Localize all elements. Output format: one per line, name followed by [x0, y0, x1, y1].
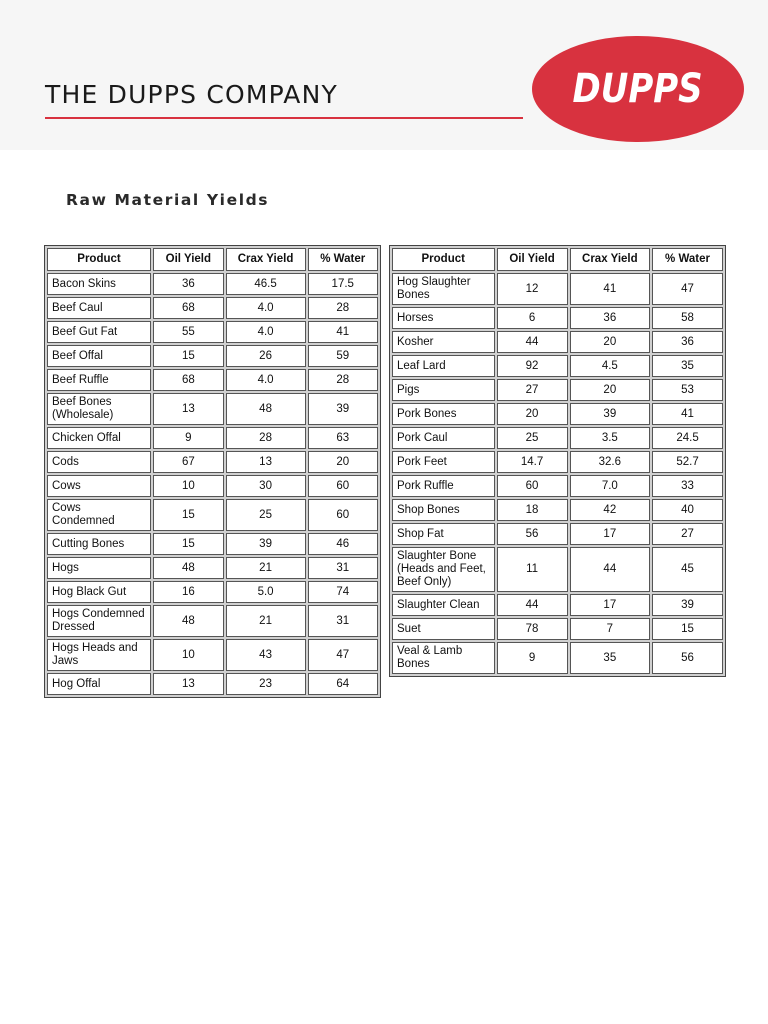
table-row — [392, 523, 723, 545]
section-title: Raw Material Yields — [66, 191, 270, 209]
cell-water: 39 — [308, 393, 379, 425]
cell-crax-yield: 35 — [570, 642, 650, 674]
table-row — [392, 594, 723, 616]
cell-product: Beef Ruffle — [47, 369, 151, 391]
cell-oil-yield: 9 — [153, 427, 224, 449]
cell-oil-yield: 48 — [153, 605, 224, 637]
cell-product: Suet — [392, 618, 495, 640]
table-row — [47, 499, 378, 531]
cell-oil-yield: 15 — [153, 499, 224, 531]
cell-product: Pork Bones — [392, 403, 495, 425]
cell-water: 31 — [308, 605, 379, 637]
cell-oil-yield: 20 — [497, 403, 568, 425]
cell-product: Beef Offal — [47, 345, 151, 367]
cell-water: 47 — [308, 639, 379, 671]
cell-product: Shop Fat — [392, 523, 495, 545]
cell-crax-yield: 28 — [226, 427, 306, 449]
cell-crax-yield: 42 — [570, 499, 650, 521]
cell-water: 60 — [308, 499, 379, 531]
cell-crax-yield: 21 — [226, 605, 306, 637]
cell-crax-yield: 41 — [570, 273, 650, 305]
cell-water: 53 — [652, 379, 723, 401]
table-row — [47, 557, 378, 579]
cell-product: Hogs — [47, 557, 151, 579]
cell-crax-yield: 39 — [570, 403, 650, 425]
cell-water: 56 — [652, 642, 723, 674]
column-header-oil-yield: Oil Yield — [497, 248, 568, 271]
table-row — [392, 499, 723, 521]
cell-water: 27 — [652, 523, 723, 545]
table-row — [47, 273, 378, 295]
cell-product: Slaughter Bone (Heads and Feet, Beef Only) — [392, 547, 495, 592]
cell-product: Bacon Skins — [47, 273, 151, 295]
cell-water: 60 — [308, 475, 379, 497]
cell-water: 47 — [652, 273, 723, 305]
column-header-crax-yield: Crax Yield — [570, 248, 650, 271]
cell-product: Cows — [47, 475, 151, 497]
company-name: THE DUPPS COMPANY — [45, 80, 338, 109]
cell-product: Shop Bones — [392, 499, 495, 521]
cell-oil-yield: 27 — [497, 379, 568, 401]
cell-product: Hog Black Gut — [47, 581, 151, 603]
table-row — [392, 331, 723, 353]
column-header-crax-yield: Crax Yield — [226, 248, 306, 271]
column-header-water: % Water — [308, 248, 379, 271]
logo-text: DUPPS — [572, 66, 704, 112]
cell-product: Chicken Offal — [47, 427, 151, 449]
table-row — [47, 475, 378, 497]
cell-crax-yield: 43 — [226, 639, 306, 671]
table-row — [47, 427, 378, 449]
yields-table-right — [389, 245, 726, 677]
cell-oil-yield: 44 — [497, 594, 568, 616]
cell-water: 63 — [308, 427, 379, 449]
cell-water: 35 — [652, 355, 723, 377]
cell-oil-yield: 56 — [497, 523, 568, 545]
cell-water: 41 — [308, 321, 379, 343]
table-row — [47, 345, 378, 367]
table-row — [47, 581, 378, 603]
cell-crax-yield: 5.0 — [226, 581, 306, 603]
table-row — [47, 639, 378, 671]
cell-water: 40 — [652, 499, 723, 521]
table-row — [392, 379, 723, 401]
cell-product: Hogs Condemned Dressed — [47, 605, 151, 637]
cell-oil-yield: 14.7 — [497, 451, 568, 473]
cell-water: 45 — [652, 547, 723, 592]
table-row — [47, 533, 378, 555]
cell-product: Cods — [47, 451, 151, 473]
table-row — [47, 321, 378, 343]
cell-oil-yield: 11 — [497, 547, 568, 592]
cell-oil-yield: 36 — [153, 273, 224, 295]
table-row — [47, 369, 378, 391]
cell-product: Leaf Lard — [392, 355, 495, 377]
cell-product: Pigs — [392, 379, 495, 401]
cell-crax-yield: 44 — [570, 547, 650, 592]
cell-crax-yield: 17 — [570, 523, 650, 545]
cell-water: 28 — [308, 369, 379, 391]
cell-crax-yield: 4.5 — [570, 355, 650, 377]
cell-product: Beef Bones (Wholesale) — [47, 393, 151, 425]
cell-crax-yield: 48 — [226, 393, 306, 425]
table-row — [392, 451, 723, 473]
cell-water: 59 — [308, 345, 379, 367]
table-header-row — [47, 248, 378, 271]
column-header-product: Product — [47, 248, 151, 271]
cell-crax-yield: 7.0 — [570, 475, 650, 497]
cell-oil-yield: 15 — [153, 533, 224, 555]
cell-oil-yield: 60 — [497, 475, 568, 497]
table-row — [47, 393, 378, 425]
table-row — [392, 547, 723, 592]
table-row — [47, 297, 378, 319]
cell-water: 24.5 — [652, 427, 723, 449]
yields-table-left — [44, 245, 381, 698]
table-row — [392, 403, 723, 425]
cell-crax-yield: 4.0 — [226, 369, 306, 391]
cell-water: 58 — [652, 307, 723, 329]
cell-water: 39 — [652, 594, 723, 616]
cell-oil-yield: 6 — [497, 307, 568, 329]
cell-water: 74 — [308, 581, 379, 603]
table-row — [392, 618, 723, 640]
cell-crax-yield: 39 — [226, 533, 306, 555]
cell-oil-yield: 12 — [497, 273, 568, 305]
table-row — [392, 642, 723, 674]
cell-oil-yield: 13 — [153, 673, 224, 695]
cell-product: Slaughter Clean — [392, 594, 495, 616]
cell-oil-yield: 13 — [153, 393, 224, 425]
column-header-oil-yield: Oil Yield — [153, 248, 224, 271]
column-header-product: Product — [392, 248, 495, 271]
cell-product: Pork Caul — [392, 427, 495, 449]
cell-crax-yield: 20 — [570, 331, 650, 353]
cell-oil-yield: 18 — [497, 499, 568, 521]
cell-water: 52.7 — [652, 451, 723, 473]
table-row — [47, 605, 378, 637]
cell-product: Hog Slaughter Bones — [392, 273, 495, 305]
cell-water: 46 — [308, 533, 379, 555]
cell-crax-yield: 36 — [570, 307, 650, 329]
dupps-logo — [532, 36, 744, 142]
table-row — [47, 451, 378, 473]
cell-oil-yield: 48 — [153, 557, 224, 579]
table-row — [392, 427, 723, 449]
column-header-water: % Water — [652, 248, 723, 271]
cell-oil-yield: 9 — [497, 642, 568, 674]
cell-water: 17.5 — [308, 273, 379, 295]
cell-oil-yield: 67 — [153, 451, 224, 473]
cell-product: Cows Condemned — [47, 499, 151, 531]
cell-crax-yield: 13 — [226, 451, 306, 473]
cell-crax-yield: 26 — [226, 345, 306, 367]
table-row — [47, 673, 378, 695]
cell-oil-yield: 10 — [153, 475, 224, 497]
cell-crax-yield: 30 — [226, 475, 306, 497]
cell-crax-yield: 23 — [226, 673, 306, 695]
table-header-row — [392, 248, 723, 271]
cell-oil-yield: 16 — [153, 581, 224, 603]
cell-water: 15 — [652, 618, 723, 640]
cell-water: 20 — [308, 451, 379, 473]
cell-product: Kosher — [392, 331, 495, 353]
cell-crax-yield: 25 — [226, 499, 306, 531]
cell-water: 28 — [308, 297, 379, 319]
cell-crax-yield: 17 — [570, 594, 650, 616]
cell-crax-yield: 32.6 — [570, 451, 650, 473]
cell-crax-yield: 21 — [226, 557, 306, 579]
cell-product: Beef Caul — [47, 297, 151, 319]
cell-water: 33 — [652, 475, 723, 497]
cell-crax-yield: 46.5 — [226, 273, 306, 295]
cell-oil-yield: 55 — [153, 321, 224, 343]
table-row — [392, 355, 723, 377]
cell-oil-yield: 78 — [497, 618, 568, 640]
cell-crax-yield: 4.0 — [226, 321, 306, 343]
cell-product: Pork Ruffle — [392, 475, 495, 497]
cell-water: 41 — [652, 403, 723, 425]
cell-oil-yield: 92 — [497, 355, 568, 377]
header-rule — [45, 117, 523, 119]
cell-crax-yield: 20 — [570, 379, 650, 401]
cell-product: Beef Gut Fat — [47, 321, 151, 343]
cell-crax-yield: 4.0 — [226, 297, 306, 319]
cell-water: 36 — [652, 331, 723, 353]
table-row — [392, 273, 723, 305]
cell-product: Pork Feet — [392, 451, 495, 473]
cell-product: Hog Offal — [47, 673, 151, 695]
table-row — [392, 307, 723, 329]
cell-oil-yield: 10 — [153, 639, 224, 671]
cell-water: 31 — [308, 557, 379, 579]
cell-product: Hogs Heads and Jaws — [47, 639, 151, 671]
cell-water: 64 — [308, 673, 379, 695]
cell-crax-yield: 7 — [570, 618, 650, 640]
cell-product: Cutting Bones — [47, 533, 151, 555]
cell-oil-yield: 68 — [153, 369, 224, 391]
cell-product: Veal & Lamb Bones — [392, 642, 495, 674]
cell-product: Horses — [392, 307, 495, 329]
cell-oil-yield: 44 — [497, 331, 568, 353]
cell-oil-yield: 15 — [153, 345, 224, 367]
table-row — [392, 475, 723, 497]
cell-oil-yield: 68 — [153, 297, 224, 319]
cell-crax-yield: 3.5 — [570, 427, 650, 449]
cell-oil-yield: 25 — [497, 427, 568, 449]
